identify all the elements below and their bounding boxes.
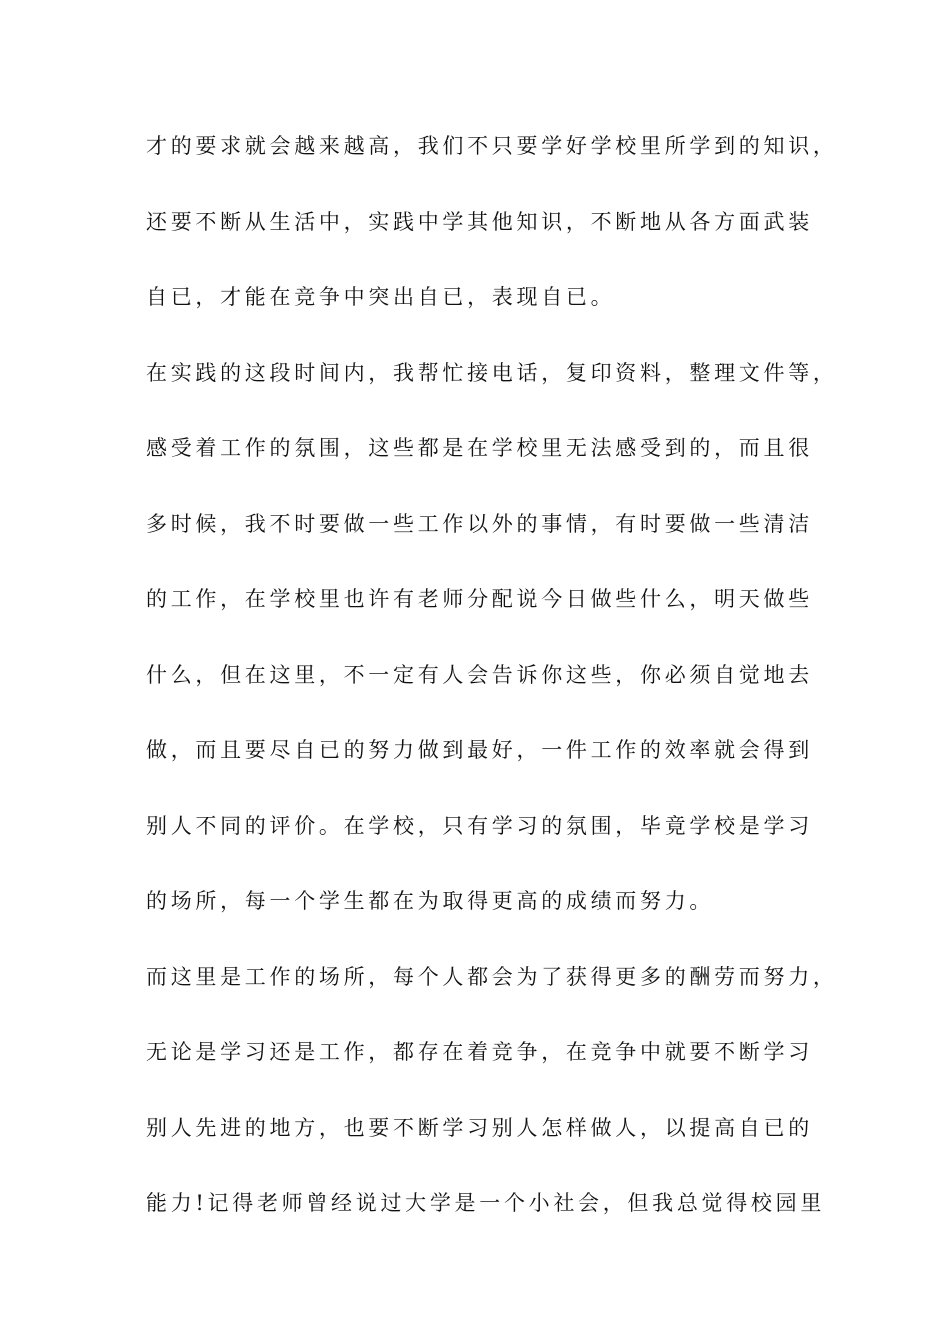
text-line: 多时候，我不时要做一些工作以外的事情，有时要做一些清洁 (146, 511, 813, 536)
text-line: 别人不同的评价。在学校，只有学习的氛围，毕竟学校是学习 (146, 813, 813, 838)
text-line: 自已，才能在竞争中突出自已，表现自已。 (146, 285, 616, 309)
text-line: 在实践的这段时间内，我帮忙接电话，复印资料，整理文件等， (146, 360, 838, 385)
text-line: 能力!记得老师曾经说过大学是一个小社会，但我总觉得校园里 (146, 1191, 826, 1215)
body-text (146, 128, 836, 1261)
text-line: 的工作，在学校里也许有老师分配说今日做些什么，明天做些 (146, 587, 813, 611)
text-line: 别人先进的地方，也要不断学习别人怎样做人，以提高自已的 (146, 1115, 813, 1140)
text-line: 才的要求就会越来越高，我们不只要学好学校里所学到的知识， (146, 134, 838, 158)
text-line: 无论是学习还是工作，都存在着竞争，在竞争中就要不断学习 (146, 1040, 813, 1064)
text-line: 的场所，每一个学生都在为取得更高的成绩而努力。 (146, 889, 715, 913)
text-line: 还要不断从生活中，实践中学其他知识，不断地从各方面武装 (146, 209, 813, 234)
text-line: 感受着工作的氛围，这些都是在学校里无法感受到的，而且很 (146, 436, 813, 460)
text-line: 做，而且要尽自已的努力做到最好，一件工作的效率就会得到 (146, 738, 813, 762)
text-line: 什么，但在这里，不一定有人会告诉你这些，你必须自觉地去 (146, 662, 813, 687)
text-line: 而这里是工作的场所，每个人都会为了获得更多的酬劳而努力， (146, 964, 838, 989)
